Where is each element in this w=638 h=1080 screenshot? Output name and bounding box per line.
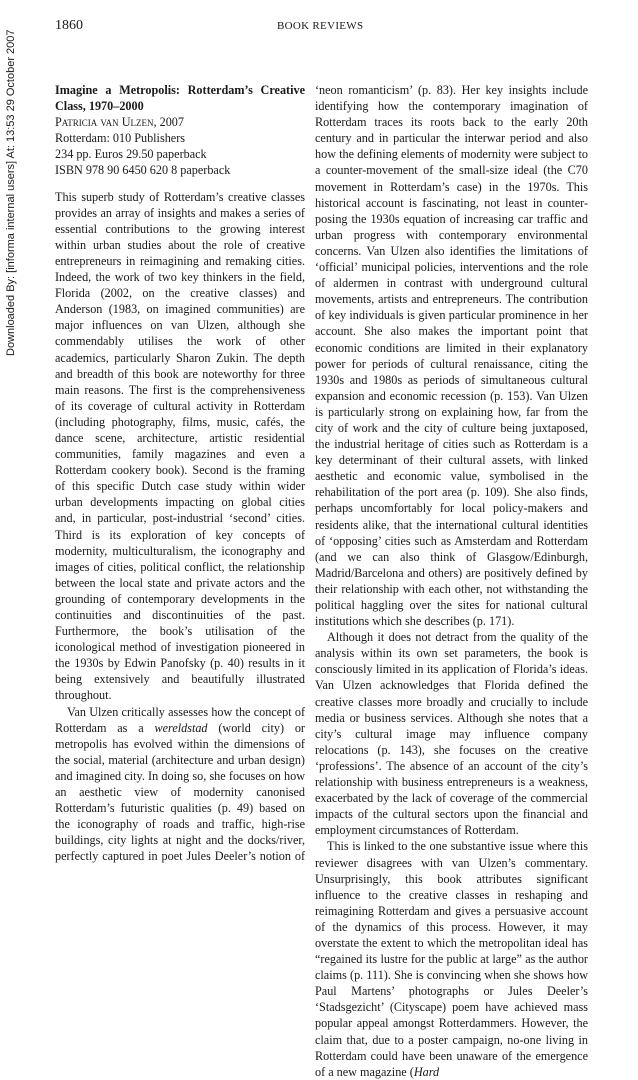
download-notice: Downloaded By: [informa internal users] At: 13:53 29 October 2007 [5, 29, 17, 356]
right-column [315, 82, 588, 1080]
book-citation [55, 82, 305, 179]
left-column [55, 82, 305, 865]
paragraph-2-rest: (world city) or metropolis has evolved within the dimensions of the social, material (architecture and urban design) and imagined city. In doing so, she focuses on how an aesthetic view of modernity canonised Rotterdam’s futuristic qualities (p. 49) based on the iconography of roads and traffic, high-rise buildings, city lights at night and the docks/river, perfectly captured in poet Jules Deeler’s notion of [55, 720, 305, 864]
review-paragraph-3: Although it does not detract from the quality of the analysis within its own set parameters, the book is consciously limited in its application of Florida’s ideas. Van Ulzen acknowledges that Florida defined the creative classes more broadly and crucially to include media or business services. Although she notes that a city’s cultural image may influence company relocations (p. 143), she focuses on the creative ‘professions’. The absence of an account of the city’s relationship with business entrepreneurs is a weakness, exacerbated by the lack of coverage of the commercial impacts of the cultural sectors upon the financial and employment circumstances of Rotterdam. [315, 630, 588, 838]
book-title: Imagine a Metropolis: Rotterdam’s Creative Class, 1970–2000 [55, 83, 305, 114]
paragraph-2-italic: wereldstad [154, 720, 208, 735]
review-paragraph-2-continued: ‘neon romanticism’ (p. 83). Her key insights include identifying how the contemporary imagination of Rotterdam traces its roots back to the early 20th century and in particular the interwar period and also how the defining elements of modernity were subject to a counter-movement of the small-size ideal (the C70 movement in Rotterdam’s case) in the 1970s. This historical account is fascinating, not least in counter-posing the 1930s equation of increasing car traffic and urban progress with contemporary environmental concerns. Van Ulzen also identifies the limitations of ‘official’ municipal policies, interventions and the role of aldermen in contrast with underground cultural movements, artists and entrepreneurs. The contribution of key individuals is given particular prominence in her account. She also makes the important point that economic conditions are limited in their explanatory power for periods of cultural renaissance, citing the 1930s and 1980s as periods of simultaneous cultural expansion and economic recession (p. 153). Van Ulzen is particularly strong on explaining how, far from the city of work and the city of culture being juxtaposed, the industrial heritage of cities such as Rotterdam is a key determinant of their cultural assets, with linked aesthetic and economic value, symbolised in the rehabilitation of the port area (p. 109). She also finds, perhaps uncomfortably for local policy-makers and residents alike, that the international cultural identities of ‘opposing’ cities such as Amsterdam and Rotterdam (and we can also think of Glasgow/Edinburgh, Madrid/Barcelona and others) are positively defined by their relationship with each other, not withstanding the political haggling over the sites for national cultural institutions which she describes (p. 171). [315, 83, 588, 629]
page-number: 1860 [55, 18, 83, 33]
review-paragraph-4 [315, 838, 588, 1079]
book-details: 234 pp. Euros 29.50 paperback [55, 147, 207, 162]
download-sidebar [2, 0, 20, 910]
paragraph-4-italic: Hard [413, 1064, 440, 1079]
paragraph-4-text: This is linked to the one substantive issue where this reviewer disagrees with van Ulzen’s commentary. Unsurprisingly, this book attributes significant influence to the creative classes in reshaping and reimagining Rotterdam and gives a persuasive account of the dynamics of this process. However, it may overstate the extent to which the metropolitan ideal has “regained its lustre for the public at large” as the author claims (p. 111). She is convincing when she shows how Paul Martens’ photographs or Jules Deeler’s ‘Stadsgezicht’ (Cityscape) poem have achieved mass popular appeal amongst Rotterdammers. However, the claim that, due to a poster campaign, no-one living in Rotterdam could have been unaware of the emergence of a new magazine ( [315, 839, 588, 1079]
book-isbn: ISBN 978 90 6450 620 8 paperback [55, 163, 231, 178]
running-head: BOOK REVIEWS [277, 20, 364, 32]
page-header [55, 18, 588, 38]
book-publisher: Rotterdam: 010 Publishers [55, 131, 185, 146]
paragraph-2-start: Van Ulzen critically assesses how the concept of Rotterdam as a [55, 704, 305, 735]
book-author: Patricia van Ulzen, 2007 [55, 115, 184, 130]
review-paragraph-2 [55, 704, 305, 865]
review-paragraph-1: This superb study of Rotterdam’s creative classes provides an array of insights and makes a series of essential contributions to the growing interest within urban studies about the role of creative entrepreneurs in reimagining and remaking cities. Indeed, the work of two key thinkers in the field, Florida (2002, on the creative classes) and Anderson (1983, on imagined communities) are major influences on van Ulzen, although she commendably utilises the work of other academics, particularly Sharon Zukin. The depth and breadth of this book are noteworthy for three main reasons. The first is the comprehensiveness of its coverage of cultural activity in Rotterdam (including photography, films, music, cafés, the dance scene, architecture, artistic residential communities, family magazines and even a Rotterdam cookery book). Second is the framing of this specific Dutch case study within wider urban developments impacting on global cities and, in particular, post-industrial ‘second’ cities. Third is its exploration of key concepts of modernity, multiculturalism, the iconography and images of cities, political conflict, the relationship between the local state and private actors and the grounding of contemporary developments in the continuities and discontinuities of the past. Furthermore, the book’s utilisation of the iconological method of investigation pioneered in the 1930s by Edwin Panofsky (p. 40) results in it being extensively and beautifully illustrated throughout. [55, 189, 305, 703]
